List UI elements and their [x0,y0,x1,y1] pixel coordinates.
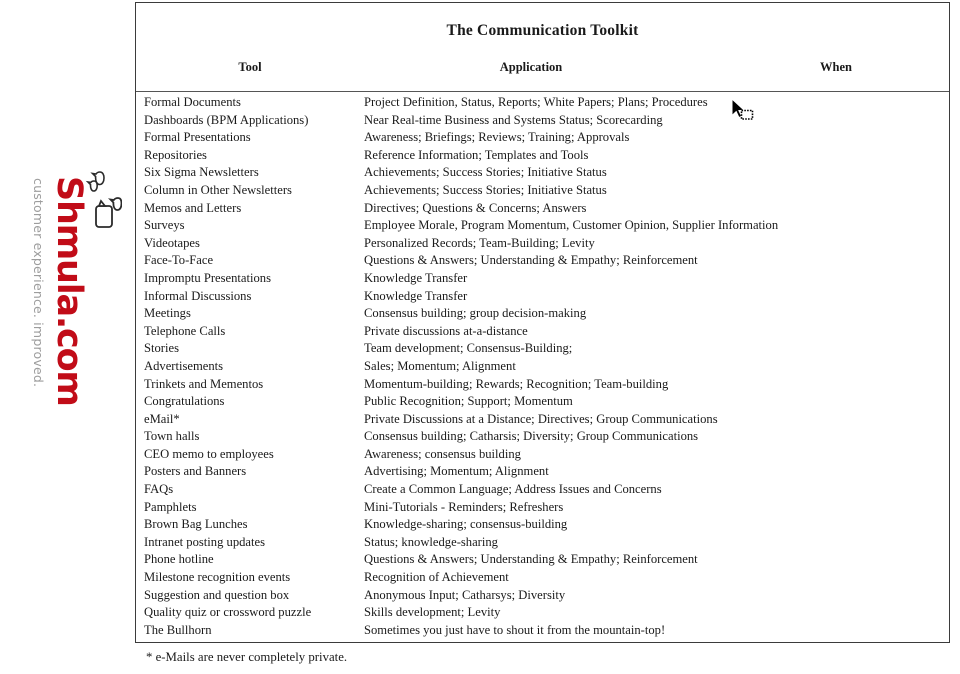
logo-tagline: customer experience. improved. [31,178,46,388]
table-row [136,147,949,165]
table-row [136,376,949,394]
table-body [136,94,949,639]
table-header-row [136,40,949,84]
toolkit-table-frame [135,2,950,643]
table-row [136,481,949,499]
table-row [136,411,949,429]
table-row [136,94,949,112]
cell-tool: Videotapes [144,235,200,250]
cell-application: Awareness; Briefings; Reviews; Training; Approvals [364,130,630,145]
cell-application: Skills development; Levity [364,605,501,620]
cell-tool: CEO memo to employees [144,446,274,461]
column-header-when: When [820,60,852,74]
cell-tool: Six Sigma Newsletters [144,165,259,180]
cell-tool: Quality quiz or crossword puzzle [144,605,312,620]
cell-application: Momentum-building; Rewards; Recognition; Team-building [364,376,669,391]
table-row [136,217,949,235]
cell-tool: Stories [144,341,179,356]
cell-tool: Advertisements [144,358,224,373]
shmula-logo [18,168,130,508]
table-row [136,252,949,270]
cell-tool: Formal Documents [144,95,241,109]
cell-tool: Formal Presentations [144,130,251,145]
cell-tool: Face-To-Face [144,253,214,268]
table-row [136,569,949,587]
cell-application: Private discussions at-a-distance [364,323,528,338]
table-row [136,305,949,323]
table-row [136,358,949,376]
table-row [136,393,949,411]
cell-application: Near Real-time Business and Systems Status; Scorecarding [364,112,663,127]
table-row [136,340,949,358]
cell-application: Awareness; consensus building [364,446,521,461]
table-row [136,200,949,218]
cell-tool: Impromptu Presentations [144,270,271,285]
table-row [136,534,949,552]
column-header-application: Application [499,60,563,74]
cell-tool: Meetings [144,306,191,321]
table-row [136,164,949,182]
table-row [136,129,949,147]
table-row [136,182,949,200]
table-row [136,235,949,253]
cell-application: Reference Information; Templates and Tools [364,147,589,162]
cell-tool: Pamphlets [144,499,197,514]
cell-tool: Telephone Calls [144,323,226,338]
table-row [136,323,949,341]
cell-tool: The Bullhorn [144,622,212,637]
table-row [136,551,949,569]
cell-tool: FAQs [144,482,174,497]
cell-application: Anonymous Input; Catharsys; Diversity [364,587,566,602]
cell-application: Mini-Tutorials - Reminders; Refreshers [364,499,564,514]
cell-tool: eMail* [144,411,180,426]
cell-application: Create a Common Language; Address Issues and Concerns [364,482,662,497]
table-row [136,463,949,481]
cell-application: Advertising; Momentum; Alignment [364,464,549,479]
cell-application: Personalized Records; Team-Building; Levity [364,235,595,250]
cell-tool: Brown Bag Lunches [144,517,248,532]
cell-tool: Phone hotline [144,552,214,567]
cell-application: Questions & Answers; Understanding & Empathy; Reinforcement [364,552,698,567]
page-title: The Communication Toolkit [446,22,639,39]
cell-application: Consensus building; group decision-making [364,306,587,321]
table-row [136,604,949,622]
table-row [136,516,949,534]
cell-tool: Informal Discussions [144,288,252,303]
cell-tool: Memos and Letters [144,200,242,215]
cell-tool: Repositories [144,147,207,162]
footnote: * e-Mails are never completely private. [146,650,348,664]
cell-tool: Column in Other Newsletters [144,182,292,197]
cell-application: Private Discussions at a Distance; Directives; Group Communications [364,411,718,426]
cell-tool: Suggestion and question box [144,587,290,602]
column-header-tool: Tool [238,60,262,74]
cell-application: Knowledge-sharing; consensus-building [364,517,568,532]
cell-application: Status; knowledge-sharing [364,534,498,549]
cell-tool: Dashboards (BPM Applications) [144,112,309,127]
cell-application: Employee Morale, Program Momentum, Customer Opinion, Supplier Information [364,218,779,233]
logo-wordmark: Shmula.com [49,176,89,406]
cell-application: Sales; Momentum; Alignment [364,358,516,373]
cell-application: Public Recognition; Support; Momentum [364,394,573,409]
cell-tool: Intranet posting updates [144,534,266,549]
table-row [136,622,949,640]
logo-rotation-wrapper [18,168,130,508]
cell-application: Achievements; Success Stories; Initiative Status [364,165,607,180]
cell-application: Directives; Questions & Concerns; Answers [364,200,587,215]
cell-application: Sometimes you just have to shout it from the mountain-top! [364,622,666,637]
cell-application: Recognition of Achievement [364,570,509,585]
cell-application: Questions & Answers; Understanding & Empathy; Reinforcement [364,253,698,268]
cell-application: Consensus building; Catharsis; Diversity; Group Communications [364,429,699,444]
cell-tool: Trinkets and Mementos [144,376,264,391]
table-row [136,499,949,517]
cell-application: Achievements; Success Stories; Initiative Status [364,182,607,197]
cell-application: Team development; Consensus-Building; [364,341,573,356]
cell-tool: Posters and Banners [144,464,247,479]
cell-tool: Congratulations [144,394,225,409]
cell-tool: Town halls [144,429,200,444]
table-row [136,428,949,446]
table-row [136,270,949,288]
table-row [136,446,949,464]
table-row [136,288,949,306]
cell-application: Knowledge Transfer [364,270,468,285]
cell-application: Project Definition, Status, Reports; White Papers; Plans; Procedures [364,95,708,109]
cell-tool: Milestone recognition events [144,570,291,585]
table-row [136,112,949,130]
cell-tool: Surveys [144,218,185,233]
table-row [136,587,949,605]
cell-application: Knowledge Transfer [364,288,468,303]
header-divider [136,91,949,92]
